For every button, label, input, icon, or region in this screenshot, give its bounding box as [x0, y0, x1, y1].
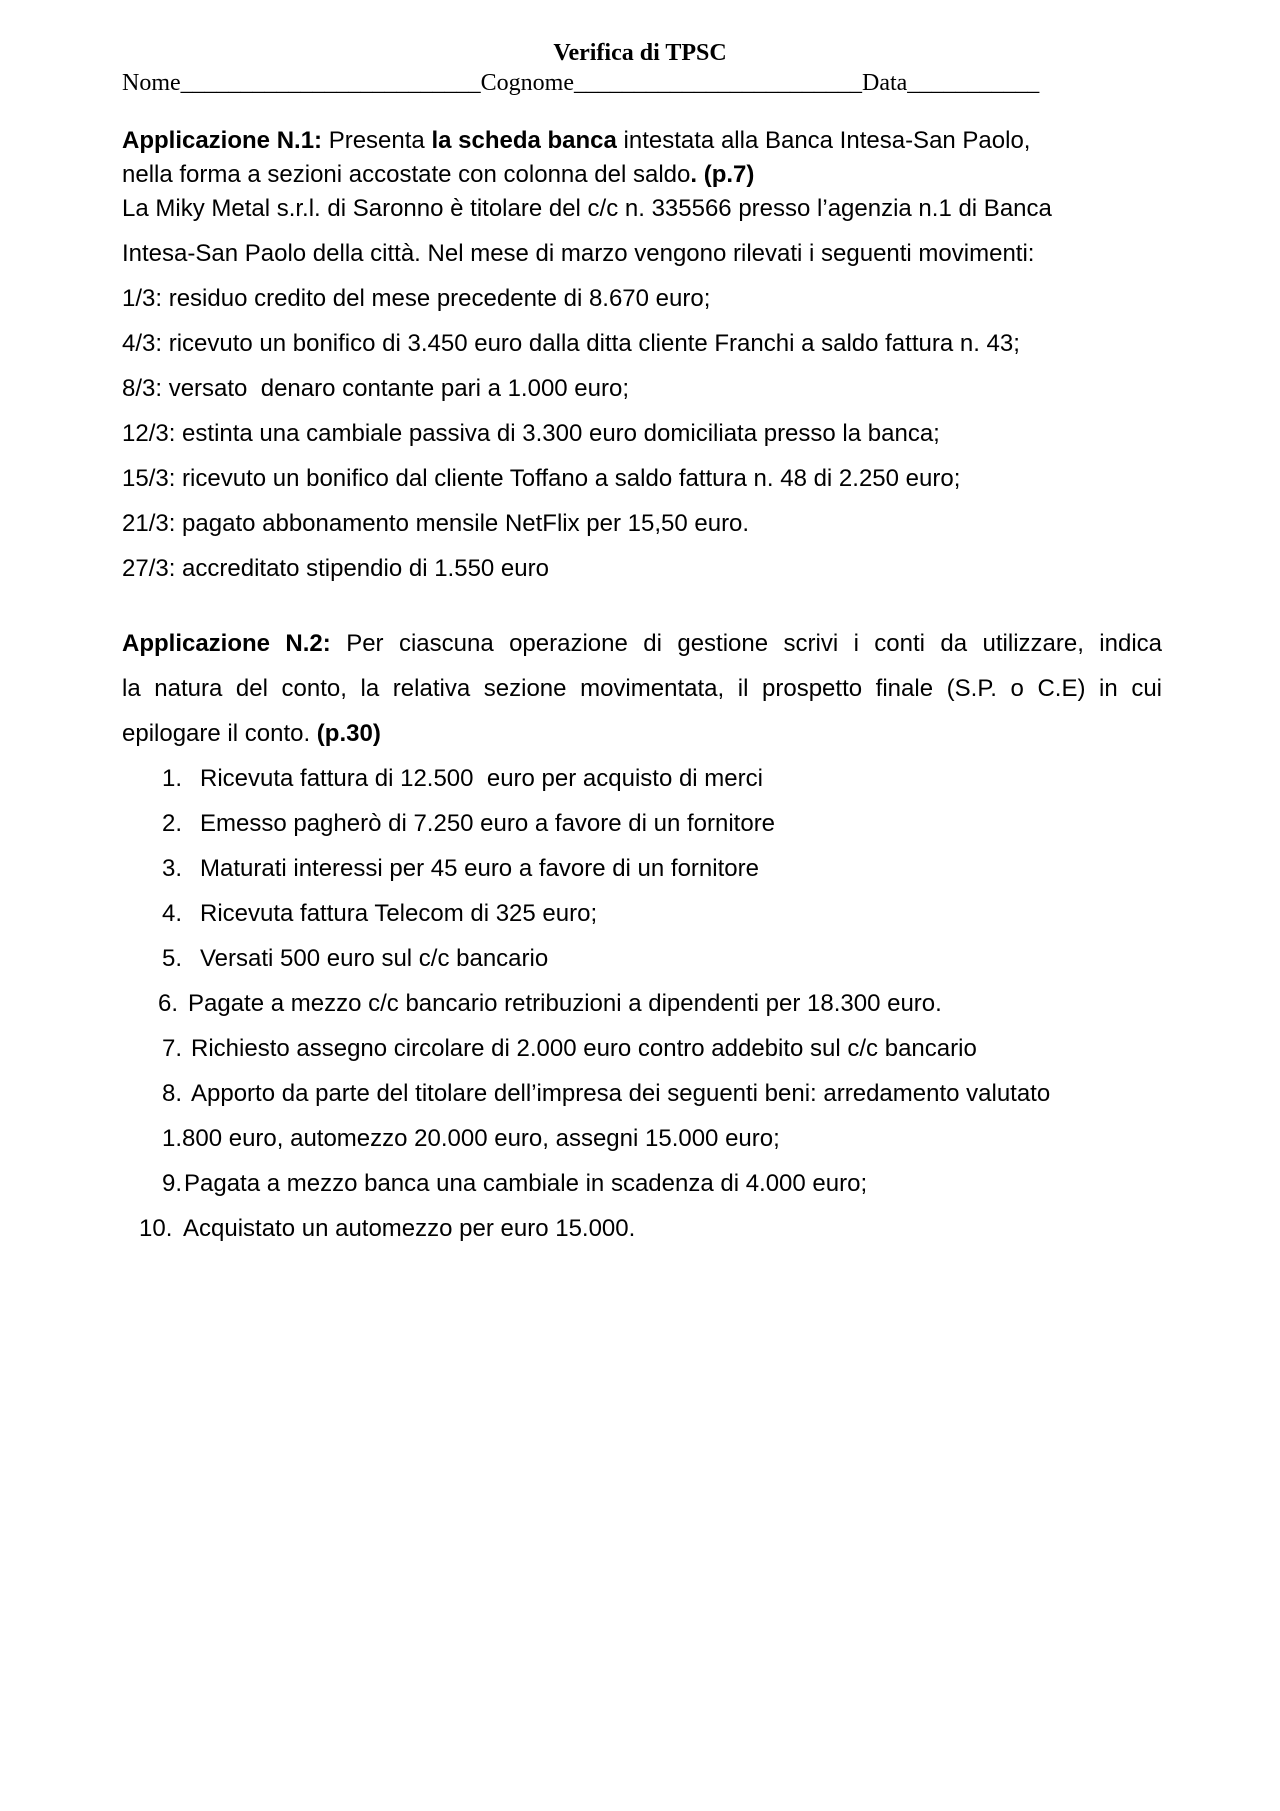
movement-item: 21/3: pagato abbonamento mensile NetFlix per 15,50 euro. — [122, 510, 750, 537]
cognome-label: Cognome — [480, 70, 574, 96]
app1-page-ref: . (p.7) — [690, 161, 755, 188]
list-item: Acquistato un automezzo per euro 15.000. — [183, 1215, 636, 1242]
movement-item: 1/3: residuo credito del mese precedente di 8.670 euro; — [122, 285, 711, 312]
movement-item: 27/3: accreditato stipendio di 1.550 euro — [122, 555, 549, 582]
list-item-number: 8. — [162, 1080, 183, 1107]
list-item-number: 10. — [139, 1215, 173, 1242]
list-item: Versati 500 euro sul c/c bancario — [200, 945, 549, 972]
nome-blank: _________________________ — [180, 70, 481, 96]
app2-page-ref: (p.30) — [316, 720, 381, 747]
list-item-number: 1. — [162, 765, 183, 792]
app2-intro-line1 — [122, 629, 1162, 659]
app1-intro-line1 — [122, 126, 1030, 156]
app1-text-line2: Intesa-San Paolo della città. Nel mese di marzo vengono rilevati i seguenti movimenti: — [122, 240, 1035, 267]
app1-heading: Applicazione N.1: — [122, 127, 323, 154]
app1-intro-bold: la scheda banca — [431, 127, 617, 154]
app2-heading: Applicazione N.2: — [122, 630, 331, 657]
app1-intro-a: Presenta — [322, 127, 432, 154]
list-item: Ricevuta fattura Telecom di 325 euro; — [200, 900, 598, 927]
list-item-number: 6. — [158, 990, 179, 1017]
list-item: Emesso pagherò di 7.250 euro a favore di un fornitore — [200, 810, 776, 837]
app1-intro-b: intestata alla Banca Intesa-San Paolo, — [616, 127, 1031, 154]
app2-intro-line3 — [122, 719, 381, 749]
list-item-number: 3. — [162, 855, 183, 882]
movement-item: 8/3: versato denaro contante pari a 1.000 euro; — [122, 375, 630, 402]
list-item: Pagata a mezzo banca una cambiale in scadenza di 4.000 euro; — [184, 1170, 868, 1197]
app2-intro-line1-text: Per ciascuna operazione di gestione scrivi i conti da utilizzare, indica — [330, 630, 1163, 657]
list-item-continuation: 1.800 euro, automezzo 20.000 euro, assegni 15.000 euro; — [162, 1125, 780, 1152]
list-item: Maturati interessi per 45 euro a favore di un fornitore — [200, 855, 759, 882]
movement-item: 15/3: ricevuto un bonifico dal cliente Toffano a saldo fattura n. 48 di 2.250 euro; — [122, 465, 961, 492]
page-title: Verifica di TPSC — [553, 40, 727, 66]
list-item-number: 5. — [162, 945, 183, 972]
list-item-number: 7. — [162, 1035, 183, 1062]
student-info-line — [122, 68, 1039, 98]
app1-intro-line2 — [122, 160, 754, 190]
data-blank: ___________ — [907, 70, 1040, 96]
list-item-number: 2. — [162, 810, 183, 837]
list-item: Ricevuta fattura di 12.500 euro per acquisto di merci — [200, 765, 763, 792]
app1-intro-line2-text: nella forma a sezioni accostate con colonna del saldo — [122, 161, 691, 188]
list-item-number: 4. — [162, 900, 183, 927]
list-item-number: 9. — [162, 1170, 183, 1197]
list-item: Pagate a mezzo c/c bancario retribuzioni a dipendenti per 18.300 euro. — [188, 990, 942, 1017]
movement-item: 12/3: estinta una cambiale passiva di 3.300 euro domiciliata presso la banca; — [122, 420, 940, 447]
data-label: Data — [861, 70, 908, 96]
app1-text-line1: La Miky Metal s.r.l. di Saronno è titolare del c/c n. 335566 presso l’agenzia n.1 di Banca — [122, 195, 1052, 222]
app2-intro-line2: la natura del conto, la relativa sezione movimentata, il prospetto finale (S.P. o C.E) in cui — [122, 675, 1162, 702]
nome-label: Nome — [122, 70, 181, 96]
list-item: Apporto da parte del titolare dell’impresa dei seguenti beni: arredamento valutato — [191, 1080, 1051, 1107]
movement-item: 4/3: ricevuto un bonifico di 3.450 euro dalla ditta cliente Franchi a saldo fattura n. 43; — [122, 330, 1020, 357]
app2-intro-line3-text: epilogare il conto. — [122, 720, 317, 747]
list-item: Richiesto assegno circolare di 2.000 euro contro addebito sul c/c bancario — [191, 1035, 977, 1062]
cognome-blank: ________________________ — [573, 70, 862, 96]
